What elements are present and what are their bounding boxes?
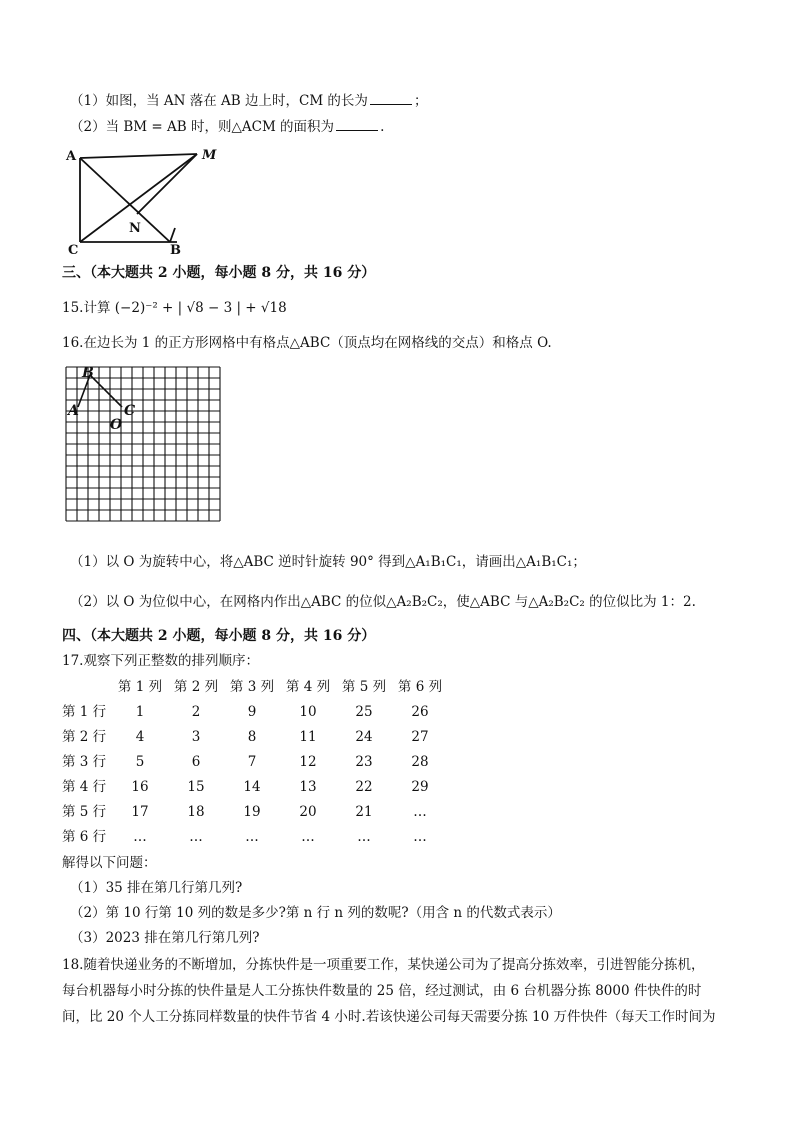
q16-part1: （1）以 O 为旋转中心，将△ABC 逆时针旋转 90° 得到△A₁B₁C₁，请画出△A₁B₁C₁； <box>70 554 586 570</box>
q18-line1: 18.随着快递业务的不断增加，分拣快件是一项重要工作，某快递公司为了提高分拣效率，引进智能分拣机， <box>62 957 705 973</box>
q16-grid <box>62 363 238 531</box>
q14-figure <box>62 142 242 260</box>
row-label: 第 6 行 <box>62 829 107 845</box>
label-A: A <box>66 149 77 164</box>
section4-heading: 四、（本大题共 2 小题，每小题 8 分，共 16 分） <box>62 628 376 644</box>
q18-line2: 每台机器每小时分拣的快件量是人工分拣快件数量的 25 倍，经过测试，由 6 台机器分拣 8000 件快件的时 <box>62 983 702 999</box>
q14-part2: （2）当 BM = AB 时，则△ACM 的面积为 . <box>70 116 384 137</box>
table-cell: 20 <box>299 804 317 820</box>
table-cell: 3 <box>191 729 201 745</box>
col-header: 第 4 列 <box>285 679 331 695</box>
table-cell: 12 <box>299 754 317 770</box>
table-cell: 15 <box>187 779 205 795</box>
table-cell: 11 <box>299 729 317 745</box>
answer-blank-1[interactable] <box>370 90 412 105</box>
label-M: M <box>202 148 217 163</box>
table-cell: 27 <box>411 729 429 745</box>
col-header: 第 2 列 <box>173 679 219 695</box>
grid-label-A: A <box>68 403 79 419</box>
q15-text: 15.计算 (−2)⁻² + | √8 − 3 | + √18 <box>62 300 287 316</box>
q17-question-3: （3）2023 排在第几行第几列? <box>70 930 260 946</box>
table-cell: 9 <box>247 704 257 720</box>
table-cell: 17 <box>131 804 149 820</box>
row-label: 第 5 行 <box>62 804 107 820</box>
table-cell: 2 <box>191 704 201 720</box>
label-N: N <box>129 221 141 236</box>
table-cell: 16 <box>131 779 149 795</box>
label-B: B <box>170 243 181 258</box>
col-header: 第 3 列 <box>229 679 275 695</box>
table-cell: 28 <box>411 754 429 770</box>
table-cell: 26 <box>411 704 429 720</box>
q16-text: 16.在边长为 1 的正方形网格中有格点△ABC（顶点均在网格线的交点）和格点 O. <box>62 335 552 351</box>
answer-blank-2[interactable] <box>336 116 378 131</box>
q17-solve: 解得以下问题： <box>62 855 157 871</box>
col-header: 第 6 列 <box>397 679 443 695</box>
table-cell: … <box>357 829 371 845</box>
q18-line3: 间，比 20 个人工分拣同样数量的快件节省 4 小时.若该快递公司每天需要分拣 10 万件快件（每天工作时间为 <box>62 1009 716 1025</box>
table-cell: 5 <box>135 754 145 770</box>
q17-question-1: （1）35 排在第几行第几列? <box>70 880 243 896</box>
table-cell: 13 <box>299 779 317 795</box>
grid-label-O: O <box>110 417 123 433</box>
q17-question-2: （2）第 10 行第 10 列的数是多少?第 n 行 n 列的数呢?（用含 n 的代数式表示） <box>70 905 561 921</box>
table-cell: 10 <box>299 704 317 720</box>
table-cell: 8 <box>247 729 257 745</box>
row-label: 第 4 行 <box>62 779 107 795</box>
table-cell: 1 <box>135 704 145 720</box>
row-label: 第 3 行 <box>62 754 107 770</box>
table-cell: 25 <box>355 704 373 720</box>
table-cell: 19 <box>243 804 261 820</box>
col-header: 第 5 列 <box>341 679 387 695</box>
table-cell: 22 <box>355 779 373 795</box>
q15-expression: (−2)⁻² + | √8 − 3 | + √18 <box>114 300 287 316</box>
section3-heading: 三、（本大题共 2 小题，每小题 8 分，共 16 分） <box>62 265 376 281</box>
grid-label-B: B <box>82 365 94 381</box>
table-cell: … <box>189 829 203 845</box>
table-cell: 23 <box>355 754 373 770</box>
q16-part2: （2）以 O 为位似中心，在网格内作出△ABC 的位似△A₂B₂C₂，使△ABC 与△A₂B₂C₂ 的位似比为 1：2. <box>70 594 696 610</box>
table-cell: 7 <box>247 754 257 770</box>
table-cell: 4 <box>135 729 145 745</box>
table-cell: 6 <box>191 754 201 770</box>
table-cell: 29 <box>411 779 429 795</box>
table-cell: … <box>301 829 315 845</box>
table-cell: 24 <box>355 729 373 745</box>
col-header: 第 1 列 <box>117 679 163 695</box>
table-cell: … <box>413 829 427 845</box>
label-C: C <box>68 243 79 258</box>
table-cell: … <box>133 829 147 845</box>
row-label: 第 1 行 <box>62 704 107 720</box>
table-cell: 21 <box>355 804 373 820</box>
table-cell: … <box>413 804 427 820</box>
table-cell: … <box>245 829 259 845</box>
table-cell: 18 <box>187 804 205 820</box>
table-cell: 14 <box>243 779 261 795</box>
q14-part1: （1）如图，当 AN 落在 AB 边上时，CM 的长为 ； <box>70 90 427 111</box>
q17-intro: 17.观察下列正整数的排列顺序： <box>62 653 259 669</box>
row-label: 第 2 行 <box>62 729 107 745</box>
grid-label-C: C <box>124 403 136 419</box>
